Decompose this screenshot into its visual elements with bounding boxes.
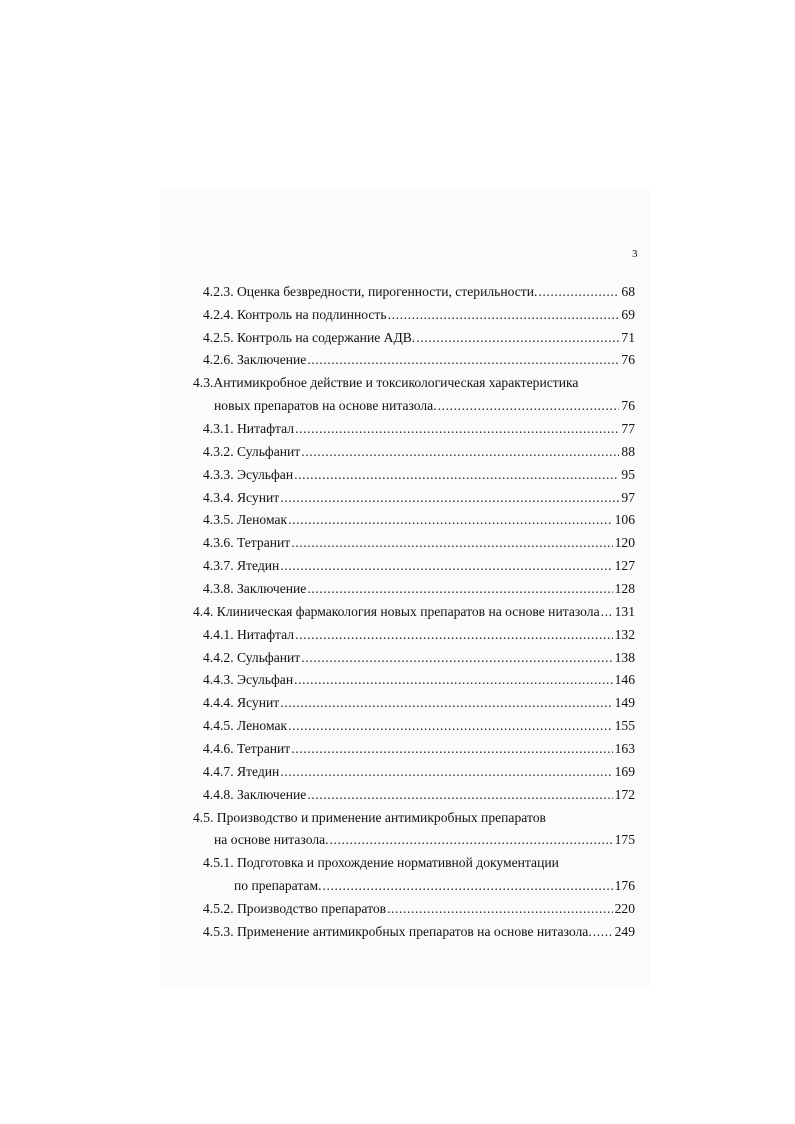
toc-entry-page: 146 [614, 672, 635, 687]
page-number: 3 [632, 248, 638, 260]
toc-entry-title: 4.2.6. Заключение [203, 352, 307, 367]
toc-entry [234, 878, 635, 894]
toc-entry-page: 77 [621, 421, 635, 436]
dot-leader [280, 558, 612, 574]
dot-leader [291, 741, 612, 757]
toc-entry-page: 172 [614, 787, 635, 802]
toc-entry [203, 650, 635, 666]
toc-entry-title: 4.4. Клиническая фармакология новых препаратов на основе нитазола [193, 604, 600, 619]
toc-entry [203, 901, 635, 917]
toc-entry [203, 718, 635, 734]
toc-entry [203, 330, 635, 346]
toc-entry [203, 764, 635, 780]
toc-entry [203, 444, 635, 460]
toc-entry-title: по препаратам. [234, 878, 322, 893]
toc-entry [214, 398, 635, 414]
toc-entry-title: на основе нитазола. [214, 832, 329, 847]
toc-entry-page: 155 [614, 718, 635, 733]
toc-entry-title: 4.3.6. Тетранит [203, 535, 291, 550]
toc-entry-title: 4.4.1. Нитафтал [203, 627, 295, 642]
toc-section-heading: 4.5. Производство и применение антимикробных препаратов [193, 810, 546, 825]
toc-entry [203, 558, 635, 574]
dot-leader [301, 650, 612, 666]
toc-entry-title: 4.2.3. Оценка безвредности, пирогенности, стерильности. [203, 284, 538, 299]
toc-entry-page: 163 [614, 741, 635, 756]
toc-entry-page: 128 [614, 581, 635, 596]
dot-leader [280, 490, 619, 506]
toc-entry-page: 71 [621, 330, 635, 345]
toc-entry-page: 249 [614, 924, 635, 939]
toc-entry-page: 149 [614, 695, 635, 710]
toc-section-heading: 4.3.Антимикробное действие и токсикологическая характеристика [193, 375, 579, 390]
dot-leader [330, 832, 613, 848]
toc-entry [203, 787, 635, 803]
dot-leader [294, 672, 612, 688]
dot-leader [601, 604, 613, 620]
toc-entry-title: 4.4.7. Ятедин [203, 764, 280, 779]
toc-entry-title: 4.3.8. Заключение [203, 581, 307, 596]
toc-entry-page: 68 [621, 284, 635, 299]
toc-entry-title: 4.3.4. Ясунит [203, 490, 280, 505]
toc-entry [203, 284, 635, 300]
dot-leader [593, 924, 613, 940]
dot-leader [307, 581, 612, 597]
dot-leader [295, 421, 619, 437]
toc-entry [203, 535, 635, 551]
toc-entry-page: 69 [621, 307, 635, 322]
toc-entry [203, 467, 635, 483]
toc-entry-title: 4.4.2. Сульфанит [203, 650, 301, 665]
dot-leader [288, 718, 613, 734]
toc-entry-page: 88 [621, 444, 635, 459]
toc-entry-title: 4.3.1. Нитафтал [203, 421, 295, 436]
toc-entry-title: 4.5.2. Производство препаратов [203, 901, 387, 916]
toc-entry-page: 120 [614, 535, 635, 550]
toc-entry-page: 97 [621, 490, 635, 505]
dot-leader [288, 512, 613, 528]
toc-subsection-heading: 4.5.1. Подготовка и прохождение нормативной документации [203, 855, 559, 870]
toc-entry [203, 627, 635, 643]
toc-entry-title: 4.4.8. Заключение [203, 787, 307, 802]
toc-entry-page: 175 [614, 832, 635, 847]
toc-entry-title: 4.5.3. Применение антимикробных препаратов на основе нитазола. [203, 924, 592, 939]
toc-entry [203, 695, 635, 711]
dot-leader [294, 467, 619, 483]
toc-entry-page: 176 [614, 878, 635, 893]
dot-leader [416, 330, 619, 346]
toc-entry [203, 581, 635, 597]
toc-entry [193, 604, 635, 620]
toc-entry-title: новых препаратов на основе нитазола. [214, 398, 437, 413]
toc-entry-title: 4.3.5. Леномак [203, 512, 288, 527]
dot-leader [280, 695, 612, 711]
dot-leader [438, 398, 620, 414]
toc-entry-page: 76 [621, 352, 635, 367]
toc-entry [203, 672, 635, 688]
toc-entry-page: 220 [614, 901, 635, 916]
toc-entry-title: 4.3.7. Ятедин [203, 558, 280, 573]
dot-leader [295, 627, 613, 643]
dot-leader [538, 284, 619, 300]
toc-entry-title: 4.3.2. Сульфанит [203, 444, 301, 459]
dot-leader [387, 901, 613, 917]
toc-entry-title: 4.4.6. Тетранит [203, 741, 291, 756]
toc-entry-page: 131 [614, 604, 635, 619]
dot-leader [307, 787, 612, 803]
toc-entry-page: 169 [614, 764, 635, 779]
dot-leader [291, 535, 612, 551]
toc-entry [203, 421, 635, 437]
toc-entry [203, 352, 635, 368]
toc-entry [203, 924, 635, 940]
toc-entry-page: 127 [614, 558, 635, 573]
toc-entry-title: 4.2.5. Контроль на содержание АДВ. [203, 330, 416, 345]
toc-entry [203, 741, 635, 757]
toc-entry [214, 832, 635, 848]
dot-leader [280, 764, 612, 780]
toc-entry-page: 138 [614, 650, 635, 665]
toc-entry-page: 76 [621, 398, 635, 413]
toc-entry-title: 4.2.4. Контроль на подлинность [203, 307, 387, 322]
toc-entry [203, 307, 635, 323]
dot-leader [388, 307, 620, 323]
dot-leader [301, 444, 619, 460]
toc-entry-page: 106 [614, 512, 635, 527]
toc-entry-page: 132 [614, 627, 635, 642]
toc-entry-page: 95 [621, 467, 635, 482]
toc-entry [203, 512, 635, 528]
dot-leader [323, 878, 613, 894]
toc-entry-title: 4.3.3. Эсульфан [203, 467, 294, 482]
toc-entry [203, 490, 635, 506]
toc-entry-title: 4.4.4. Ясунит [203, 695, 280, 710]
dot-leader [307, 352, 619, 368]
toc-entry-title: 4.4.5. Леномак [203, 718, 288, 733]
toc-entry-title: 4.4.3. Эсульфан [203, 672, 294, 687]
